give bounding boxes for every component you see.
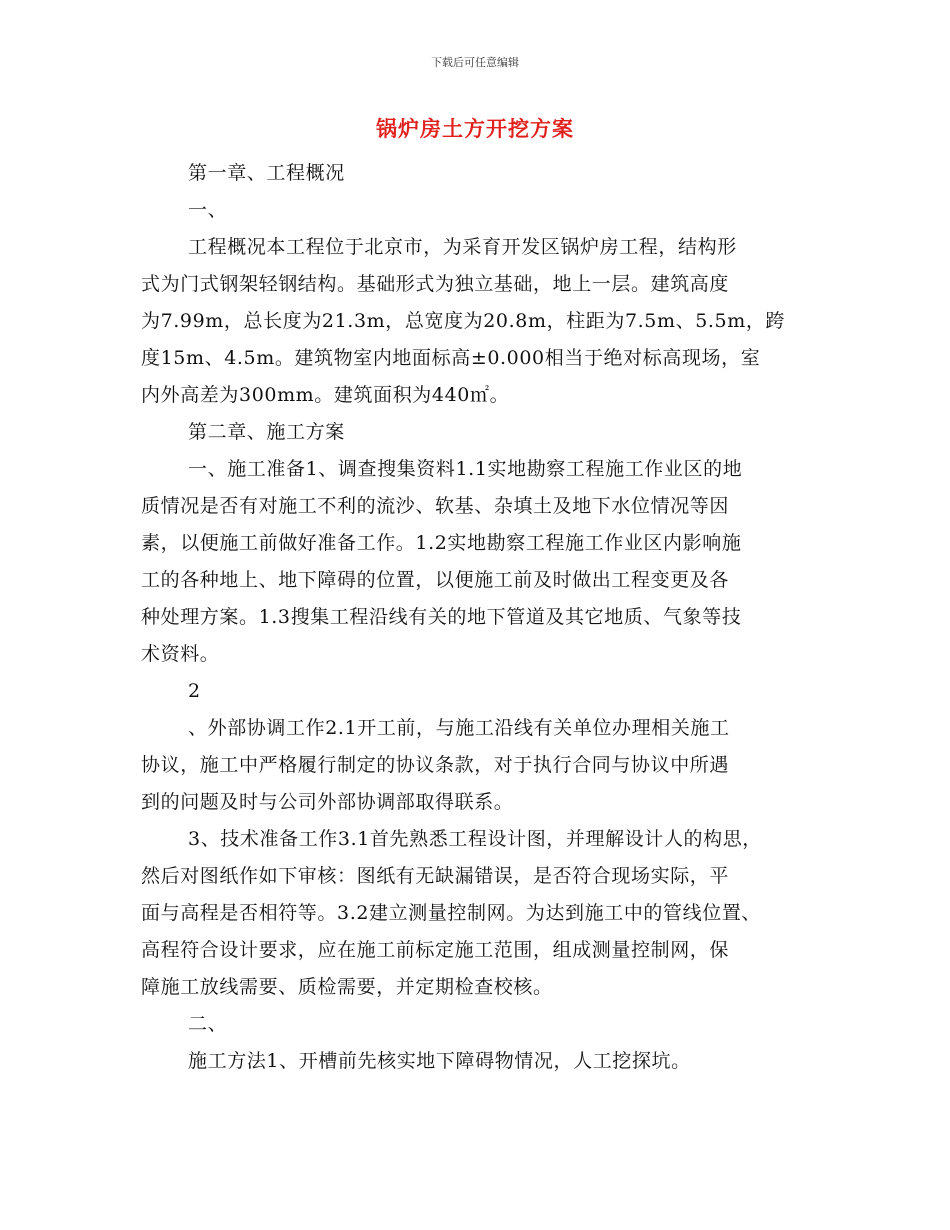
paragraph-line: 工程概况本工程位于北京市，为采育开发区锅炉房工程，结构形 (188, 236, 737, 258)
chapter-heading: 第一章、工程概况 (188, 162, 345, 184)
section-number: 二、 (188, 1013, 228, 1035)
chapter-heading: 第二章、施工方案 (188, 421, 345, 443)
paragraph-line: 为7.99m，总长度为21.3m，总宽度为20.8m，柱距为7.5m、5.5m，跨 (141, 310, 786, 332)
paragraph-line: 术资料。 (141, 643, 220, 665)
document-title: 锅炉房土方开挖方案 (376, 117, 574, 141)
header-note: 下载后可任意编辑 (431, 56, 519, 69)
paragraph-line: 质情况是否有对施工不利的流沙、软基、杂填土及地下水位情况等因 (141, 495, 730, 517)
paragraph-line: 到的问题及时与公司外部协调部取得联系。 (141, 791, 514, 813)
paragraph-line: 然后对图纸作如下审核：图纸有无缺漏错误，是否符合现场实际，平 (141, 865, 730, 887)
section-number: 一、 (188, 199, 228, 221)
paragraph-line: 工的各种地上、地下障碍的位置，以便施工前及时做出工程变更及各 (141, 569, 730, 591)
paragraph-line: 种处理方案。1.3搜集工程沿线有关的地下管道及其它地质、气象等技 (141, 606, 742, 628)
paragraph-line: 3、技术准备工作3.1首先熟悉工程设计图，并理解设计人的构思， (188, 828, 762, 850)
document-body (141, 155, 831, 1080)
paragraph-line: 面与高程是否相符等。3.2建立测量控制网。为达到施工中的管线位置、 (141, 902, 762, 924)
paragraph-line: 素，以便施工前做好准备工作。1.2实地勘察工程施工作业区内影响施 (141, 532, 742, 554)
paragraph-line: 内外高差为300mm。建筑面积为440㎡。 (141, 384, 510, 406)
paragraph-line: 式为门式钢架轻钢结构。基础形式为独立基础，地上一层。建筑高度 (141, 273, 730, 295)
paragraph-line: 一、施工准备1、调查搜集资料1.1实地勘察工程施工作业区的地 (188, 458, 743, 480)
paragraph-line: 施工方法1、开槽前先核实地下障碍物情况，人工挖探坑。 (188, 1050, 691, 1072)
paragraph-line: 度15m、4.5m。建筑物室内地面标高±0.000相当于绝对标高现场，室 (141, 347, 761, 369)
paragraph-line: 高程符合设计要求，应在施工前标定施工范围，组成测量控制网，保 (141, 939, 730, 961)
section-number: 2 (188, 680, 201, 702)
paragraph-line: 协议，施工中严格履行制定的协议条款，对于执行合同与协议中所遇 (141, 754, 730, 776)
paragraph-line: 障施工放线需要、质检需要，并定期检查校核。 (141, 976, 553, 998)
paragraph-line: 、外部协调工作2.1开工前，与施工沿线有关单位办理相关施工 (188, 717, 730, 739)
